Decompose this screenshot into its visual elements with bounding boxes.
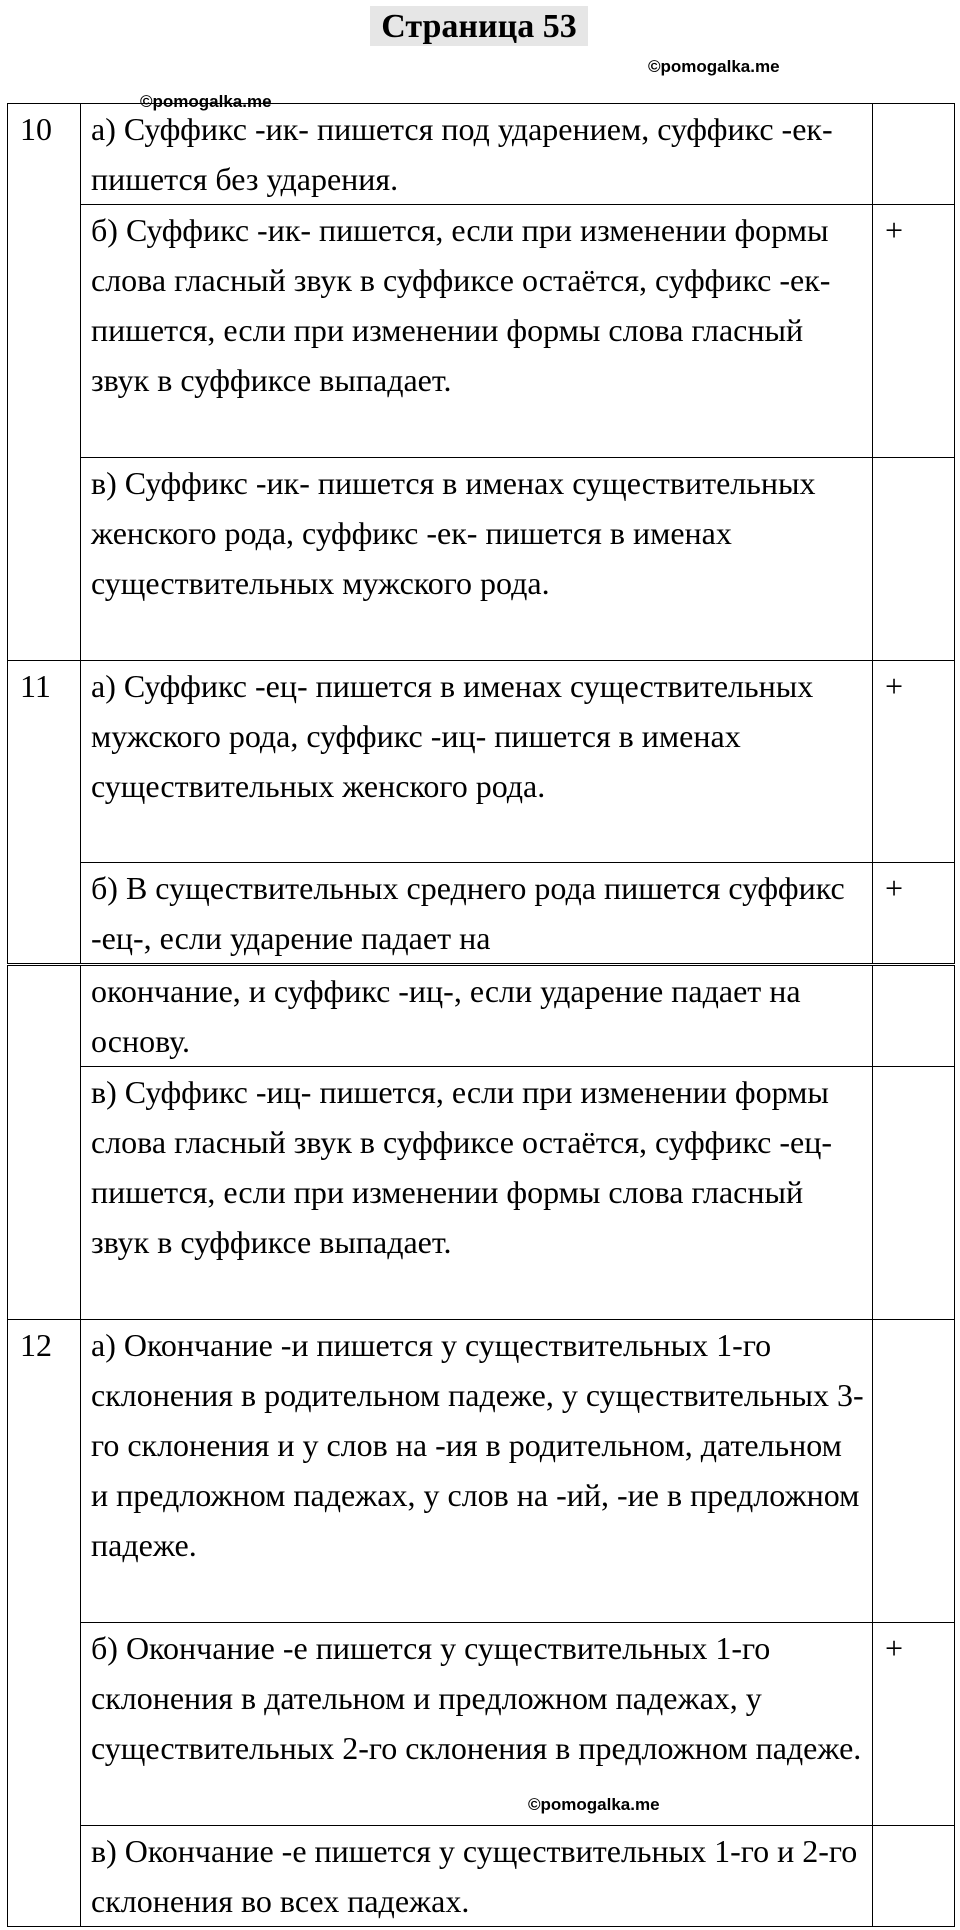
answer-mark: + (873, 863, 955, 964)
answer-mark (873, 104, 955, 205)
answer-mark: + (873, 205, 955, 458)
question-number (8, 966, 81, 1320)
answer-option-text: в) Суффикс -ик- пишется в именах существительных женского рода, суффикс -ек- пишется в именах существительных мужского рода. (81, 458, 873, 661)
table-row (8, 1320, 955, 1623)
question-number: 11 (8, 661, 81, 964)
table-row (8, 1623, 955, 1826)
answers-table-part-2 (7, 965, 955, 1927)
question-number: 12 (8, 1320, 81, 1927)
answers-table-part-1 (7, 103, 955, 964)
table-row (8, 1826, 955, 1927)
answer-option-text: б) Суффикс -ик- пишется, если при изменении формы слова гласный звук в суффиксе остаётся, суффикс -ек- пишется, если при изменении формы слова гласный звук в суффиксе выпадает. (81, 205, 873, 458)
answer-option-text: а) Суффикс -ец- пишется в именах существительных мужского рода, суффикс -иц- пишется в именах существительных женского рода. (81, 661, 873, 863)
watermark: ©pomogalka.me (140, 92, 272, 111)
answer-mark (873, 966, 955, 1067)
table-row (8, 104, 955, 205)
watermark: ©pomogalka.me (528, 1795, 660, 1814)
answer-option-text: а) Окончание -и пишется у существительных 1-го склонения в родительном падеже, у существительных 3-го склонения и у слов на -ия в родительном, дательном и предложном падежах, у слов на -ий, -ие в предложном падеже. (81, 1320, 873, 1623)
table-row (8, 966, 955, 1067)
answer-option-text: б) В существительных среднего рода пишется суффикс -ец-, если ударение падает на (81, 863, 873, 964)
table-row (8, 661, 955, 863)
table-row (8, 863, 955, 964)
answer-mark: + (873, 661, 955, 863)
question-number: 10 (8, 104, 81, 661)
table-row (8, 205, 955, 458)
answer-option-text: а) Суффикс -ик- пишется под ударением, суффикс -ек- пишется без ударения. (81, 104, 873, 205)
page-title: Страница 53 (370, 6, 588, 46)
answer-mark (873, 1320, 955, 1623)
answer-mark (873, 1826, 955, 1927)
answer-option-text: в) Суффикс -иц- пишется, если при изменении формы слова гласный звук в суффиксе остаётся, суффикс -ец- пишется, если при изменении формы слова гласный звук в суффиксе выпадает. (81, 1067, 873, 1320)
answer-mark (873, 1067, 955, 1320)
answer-option-text: в) Окончание -е пишется у существительных 1-го и 2-го склонения во всех падежах. (81, 1826, 873, 1927)
answer-option-text: б) Окончание -е пишется у существительных 1-го склонения в дательном и предложном падежах, у существительных 2-го склонения в предложном падеже. (81, 1623, 873, 1826)
table-row (8, 458, 955, 661)
answer-mark: + (873, 1623, 955, 1826)
answer-option-text: окончание, и суффикс -иц-, если ударение падает на основу. (81, 966, 873, 1067)
watermark: ©pomogalka.me (648, 57, 780, 76)
answer-mark (873, 458, 955, 661)
table-row (8, 1067, 955, 1320)
